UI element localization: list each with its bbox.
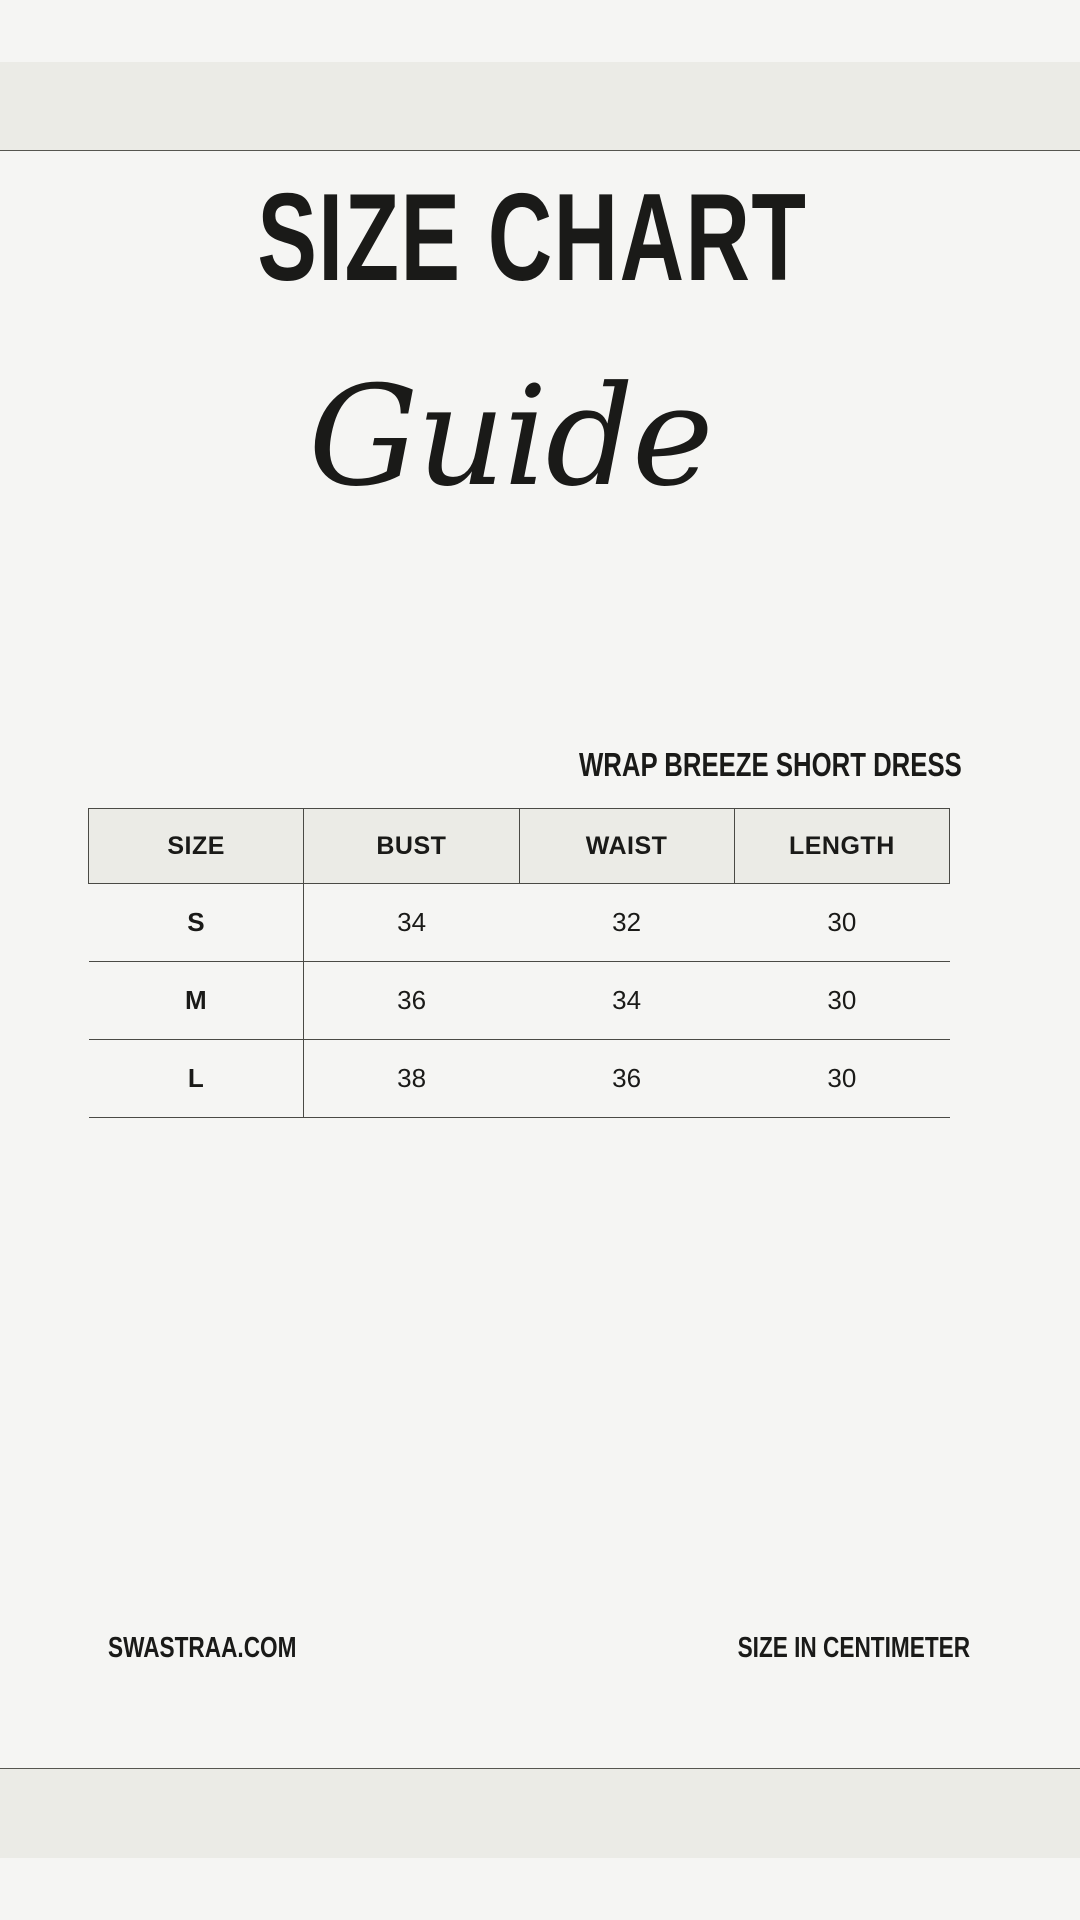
column-header-size: SIZE	[89, 809, 304, 884]
size-cell: S	[89, 884, 304, 962]
waist-cell: 36	[519, 1040, 734, 1118]
bust-cell: 38	[304, 1040, 519, 1118]
script-subtitle: Guide	[308, 356, 712, 517]
column-header-waist: WAIST	[519, 809, 734, 884]
column-header-bust: BUST	[304, 809, 519, 884]
bust-cell: 36	[304, 962, 519, 1040]
column-header-length: LENGTH	[734, 809, 949, 884]
size-cell: M	[89, 962, 304, 1040]
page-title: SIZE CHART	[257, 169, 808, 307]
product-name: WRAP BREEZE SHORT DRESS	[579, 746, 962, 783]
website-label: SWASTRAA.COM	[108, 1632, 297, 1664]
table-row	[89, 962, 950, 1040]
length-cell: 30	[734, 1040, 949, 1118]
table-header-row	[89, 809, 950, 884]
table-row	[89, 1040, 950, 1118]
waist-cell: 32	[519, 884, 734, 962]
length-cell: 30	[734, 962, 949, 1040]
length-cell: 30	[734, 884, 949, 962]
waist-cell: 34	[519, 962, 734, 1040]
size-table	[88, 808, 950, 1118]
bust-cell: 34	[304, 884, 519, 962]
table-row	[89, 884, 950, 962]
bottom-decorative-band	[0, 1768, 1080, 1858]
size-cell: L	[89, 1040, 304, 1118]
top-decorative-band	[0, 62, 1080, 151]
unit-note: SIZE IN CENTIMETER	[737, 1632, 970, 1664]
